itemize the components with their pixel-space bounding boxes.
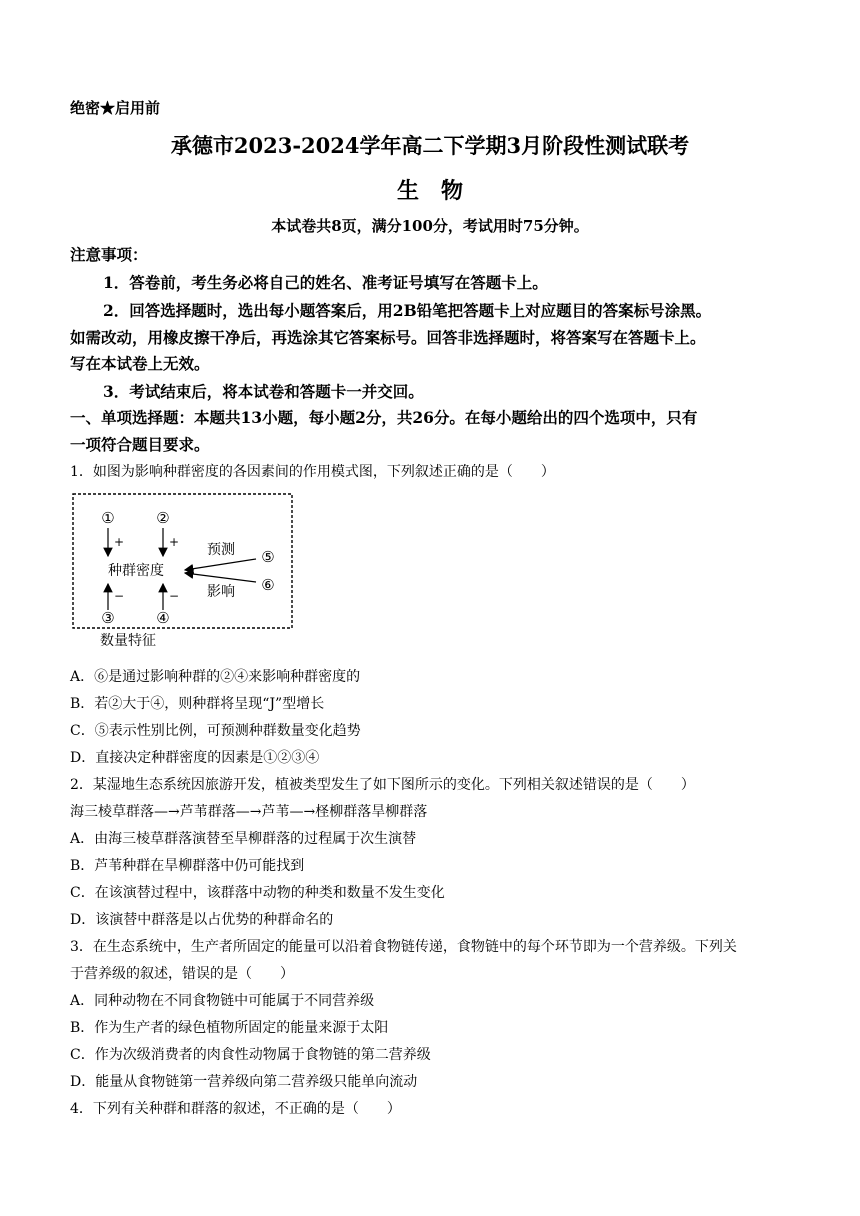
note-3: 3．考试结束后，将本试卷和答题卡一并交回。 — [103, 382, 424, 401]
question-1-option-b: B．若②大于④，则种群将呈现“J”型增长 — [70, 696, 325, 712]
population-density-diagram — [72, 492, 294, 650]
question-3-stem: 3．在生态系统中，生产者所固定的能量可以沿着食物链传递，食物链中的每个环节即为一个营养级。下列关 — [70, 939, 737, 955]
factor-2: ② — [156, 509, 170, 527]
question-2-option-c: C．在该演替过程中，该群落中动物的种类和数量不发生变化 — [70, 885, 445, 901]
predict-label: 预测 — [207, 542, 235, 558]
question-1-option-a: A．⑥是通过影响种群的②④来影响种群密度的 — [70, 669, 361, 685]
subject-title: 生物 — [396, 178, 485, 204]
question-3-stem-cont: 于营养级的叙述，错误的是（ ） — [70, 966, 294, 982]
exam-meta: 本试卷共8页，满分100分，考试用时75分钟。 — [271, 217, 589, 235]
section-heading: 一、单项选择题：本题共13小题，每小题2分，共26分。在每小题给出的四个选项中，只有 — [70, 408, 698, 427]
question-1-option-d: D．直接决定种群密度的因素是①②③④ — [70, 750, 320, 766]
note-2: 2．回答选择题时，选出每小题答案后，用2B铅笔把答题卡上对应题目的答案标号涂黑。 — [103, 301, 712, 320]
factor-1: ① — [101, 509, 115, 527]
affect-label: 影响 — [207, 584, 235, 600]
question-4-stem: 4．下列有关种群和群落的叙述，不正确的是（ ） — [70, 1101, 401, 1117]
question-3-option-a: A．同种动物在不同食物链中可能属于不同营养级 — [70, 993, 375, 1009]
notes-heading: 注意事项： — [70, 245, 148, 264]
question-2-option-d: D．该演替中群落是以占优势的种群命名的 — [70, 912, 334, 928]
question-3-option-d: D．能量从食物链第一营养级向第二营养级只能单向流动 — [70, 1074, 418, 1090]
plus-sign-2: + — [169, 535, 180, 549]
population-density-label: 种群密度 — [108, 563, 164, 579]
question-2-option-b: B．芦苇种群在旱柳群落中仍可能找到 — [70, 858, 305, 874]
note-2-cont: 如需改动，用橡皮擦干净后，再选涂其它答案标号。回答非选择题时，将答案写在答题卡上。 — [70, 328, 706, 347]
question-3-option-b: B．作为生产者的绿色植物所固定的能量来源于太阳 — [70, 1020, 389, 1036]
question-2-option-a: A．由海三棱草群落演替至旱柳群落的过程属于次生演替 — [70, 831, 417, 847]
minus-sign-4: − — [169, 589, 180, 603]
question-2-succession-chain: 海三棱草群落—→芦苇群落—→芦苇—→柽柳群落旱柳群落 — [70, 804, 428, 820]
minus-sign-3: − — [114, 589, 125, 603]
question-2-stem: 2．某湿地生态系统因旅游开发，植被类型发生了如下图所示的变化。下列相关叙述错误的是（ ） — [70, 777, 695, 793]
factor-3: ③ — [101, 609, 115, 627]
plus-sign-1: + — [114, 535, 125, 549]
question-1-option-c: C．⑤表示性别比例，可预测种群数量变化趋势 — [70, 723, 361, 739]
question-1-stem: 1．如图为影响种群密度的各因素间的作用模式图，下列叙述正确的是（ ） — [70, 464, 555, 480]
quantity-characteristics-caption: 数量特征 — [100, 633, 156, 649]
factor-4: ④ — [156, 609, 170, 627]
note-1: 1．答卷前，考生务必将自己的姓名、准考证号填写在答题卡上。 — [103, 273, 548, 292]
section-heading-cont: 一项符合题目要求。 — [70, 435, 210, 454]
factor-5: ⑤ — [261, 548, 275, 566]
arrow-6 — [185, 573, 256, 582]
arrow-5 — [185, 559, 256, 570]
note-2-cont2: 写在本试卷上无效。 — [70, 354, 210, 373]
confidential-label: 绝密★启用前 — [70, 99, 161, 117]
factor-6: ⑥ — [261, 576, 275, 594]
question-3-option-c: C．作为次级消费者的肉食性动物属于食物链的第二营养级 — [70, 1047, 431, 1063]
exam-title: 承德市2023-2024学年高二下学期3月阶段性测试联考 — [170, 133, 690, 158]
